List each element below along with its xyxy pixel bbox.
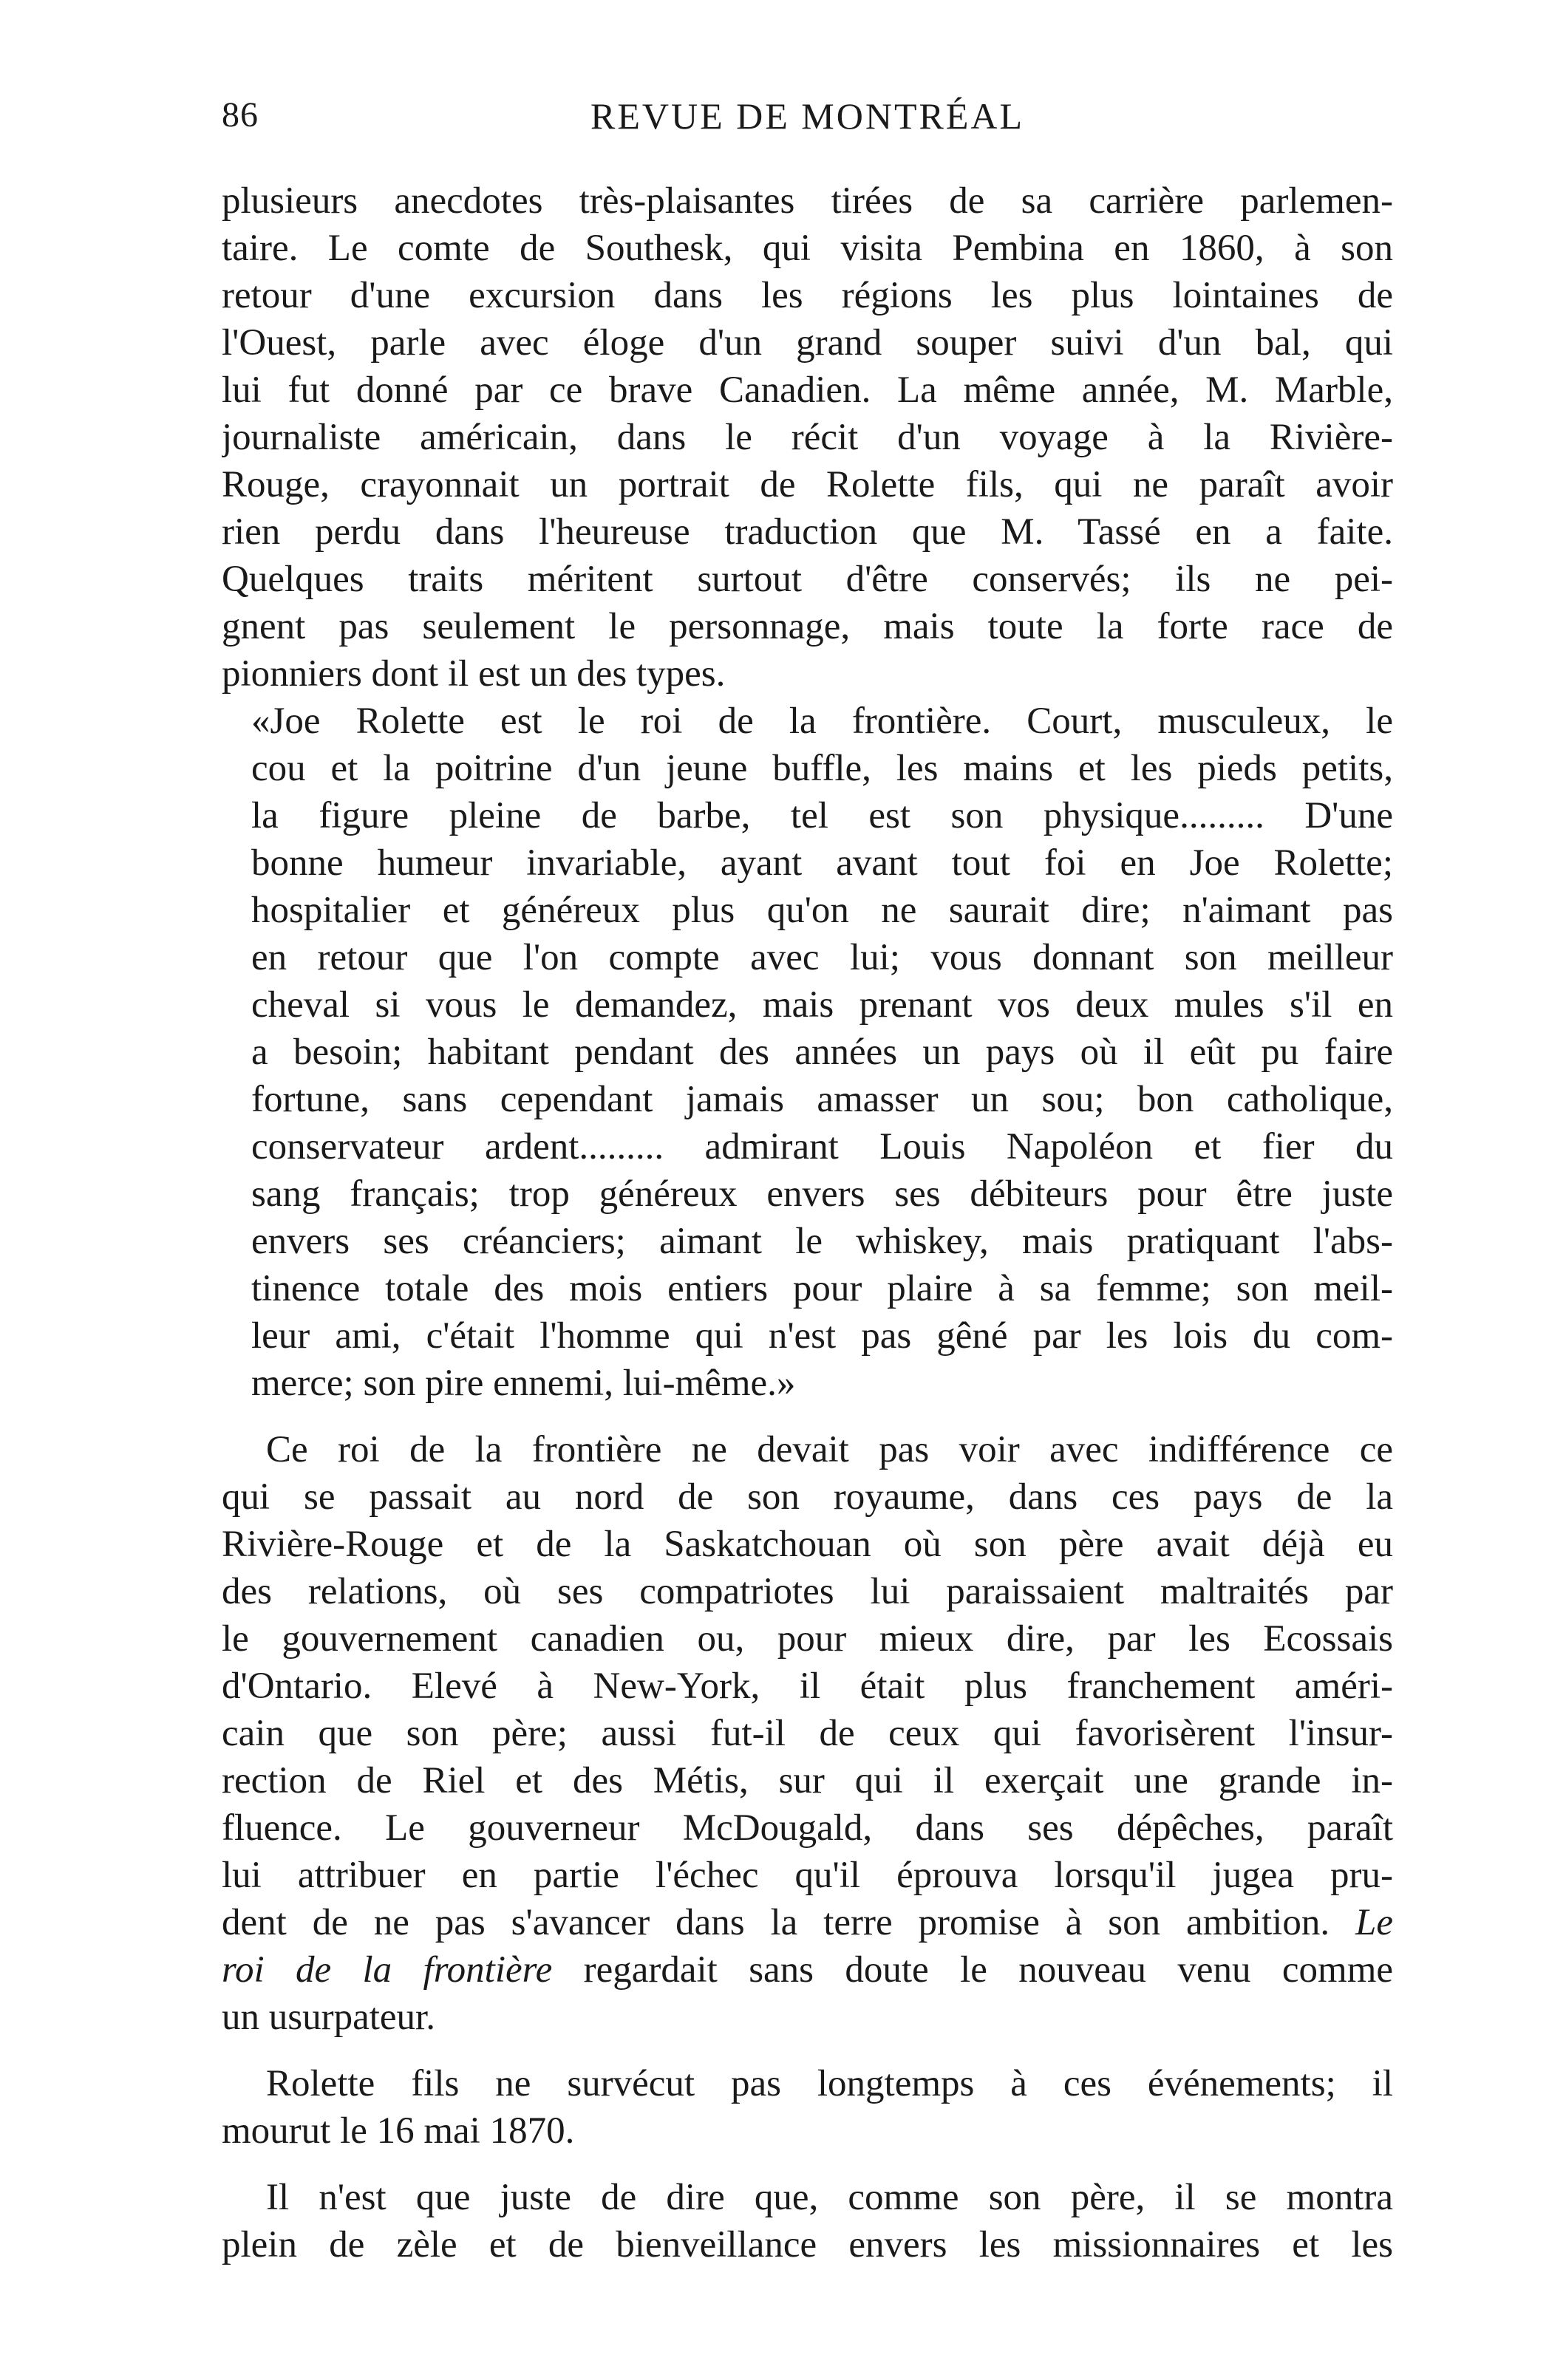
paragraph-gap	[222, 2155, 1393, 2174]
text-line: «Joe Rolette est le roi de la frontière. Court, musculeux, le	[251, 700, 1393, 742]
text-line: merce; son pire ennemi, lui-même.»	[251, 1363, 796, 1404]
page-header	[222, 95, 1393, 154]
paragraph-2-quotation	[222, 698, 1393, 1407]
running-title: REVUE DE MONTRÉAL	[590, 95, 1025, 137]
text-line: plusieurs anecdotes très-plaisantes tirées de sa carrière parlemen-	[222, 180, 1393, 222]
paragraph-1	[222, 177, 1393, 698]
text-line: lui attribuer en partie l'échec qu'il éprouva lorsqu'il jugea pru-	[222, 1855, 1393, 1896]
paragraph-gap	[222, 2041, 1393, 2060]
text-line: mourut le 16 mai 1870.	[222, 2110, 575, 2152]
text-line: Il n'est que juste de dire que, comme son père, il se montra	[266, 2177, 1393, 2218]
text-line: cain que son père; aussi fut-il de ceux qui favorisèrent l'insur-	[222, 1713, 1393, 1754]
text-line: fortune, sans cependant jamais amasser un sou; bon catholique,	[251, 1079, 1393, 1120]
text-line: qui se passait au nord de son royaume, dans ces pays de la	[222, 1476, 1393, 1518]
text-line: en retour que l'on compte avec lui; vous donnant son meilleur	[251, 937, 1393, 978]
text-line: l'Ouest, parle avec éloge d'un grand souper suivi d'un bal, qui	[222, 322, 1393, 364]
text-line: rection de Riel et des Métis, sur qui il exerçait une grande in-	[222, 1760, 1393, 1801]
text-line: a besoin; habitant pendant des années un pays où il eût pu faire	[251, 1032, 1393, 1073]
text-line: Ce roi de la frontière ne devait pas voir avec indifférence ce	[266, 1429, 1393, 1470]
text-line: rien perdu dans l'heureuse traduction que M. Tassé en a faite.	[222, 511, 1393, 553]
text-line: Rouge, crayonnait un portrait de Rolette fils, qui ne paraît avoir	[222, 464, 1393, 505]
text-line: journaliste américain, dans le récit d'un voyage à la Rivière-	[222, 417, 1393, 458]
text-line: cou et la poitrine d'un jeune buffle, les mains et les pieds petits,	[251, 748, 1393, 789]
italic-title-part: Le	[1355, 1902, 1393, 1943]
body-text	[222, 177, 1393, 2268]
paragraph-5	[222, 2174, 1393, 2268]
text-line: sang français; trop généreux envers ses débiteurs pour être juste	[251, 1173, 1393, 1215]
paragraph-gap	[222, 1407, 1393, 1426]
text-line: taire. Le comte de Southesk, qui visita Pembina en 1860, à son	[222, 228, 1393, 269]
text-line: cheval si vous le demandez, mais prenant vos deux mules s'il en	[251, 984, 1393, 1026]
text-line: pionniers dont il est un des types.	[222, 653, 726, 695]
text-line-part: regardait sans doute le nouveau venu comme	[583, 1949, 1393, 1991]
text-line: lui fut donné par ce brave Canadien. La même année, M. Marble,	[222, 369, 1393, 411]
text-line	[222, 1946, 1393, 1994]
text-line: fluence. Le gouverneur McDougald, dans ses dépêches, paraît	[222, 1807, 1393, 1849]
page-number: 86	[222, 95, 259, 134]
text-line: Rivière-Rouge et de la Saskatchouan où son père avait déjà eu	[222, 1524, 1393, 1565]
paragraph-3	[222, 1426, 1393, 2041]
text-line: Quelques traits méritent surtout d'être conservés; ils ne pei-	[222, 559, 1393, 600]
text-line: tinence totale des mois entiers pour plaire à sa femme; son meil-	[251, 1268, 1393, 1309]
text-line: leur ami, c'était l'homme qui n'est pas gêné par les lois du com-	[251, 1315, 1393, 1357]
text-line	[222, 1899, 1393, 1946]
text-line: un usurpateur.	[222, 1997, 435, 2038]
text-line: retour d'une excursion dans les régions les plus lointaines de	[222, 275, 1393, 316]
text-line: des relations, où ses compatriotes lui paraissaient maltraités par	[222, 1571, 1393, 1612]
text-line: Rolette fils ne survécut pas longtemps à ces événements; il	[266, 2063, 1393, 2104]
text-line: hospitalier et généreux plus qu'on ne saurait dire; n'aimant pas	[251, 890, 1393, 931]
text-line: plein de zèle et de bienveillance envers les missionnaires et les	[222, 2224, 1393, 2265]
text-line: bonne humeur invariable, ayant avant tout foi en Joe Rolette;	[251, 842, 1393, 884]
text-line-part: dent de ne pas s'avancer dans la terre promise à son ambition.	[222, 1902, 1330, 1943]
text-line: conservateur ardent......... admirant Louis Napoléon et fier du	[251, 1126, 1393, 1167]
text-line: la figure pleine de barbe, tel est son physique......... D'une	[251, 795, 1393, 836]
text-line: d'Ontario. Elevé à New-York, il était plus franchement améri-	[222, 1665, 1393, 1707]
text-line: envers ses créanciers; aimant le whiskey, mais pratiquant l'abs-	[251, 1221, 1393, 1262]
paragraph-4	[222, 2060, 1393, 2155]
text-line: le gouvernement canadien ou, pour mieux dire, par les Ecossais	[222, 1618, 1393, 1660]
text-line: gnent pas seulement le personnage, mais toute la forte race de	[222, 606, 1393, 647]
italic-title-part: roi de la frontière	[222, 1949, 553, 1991]
